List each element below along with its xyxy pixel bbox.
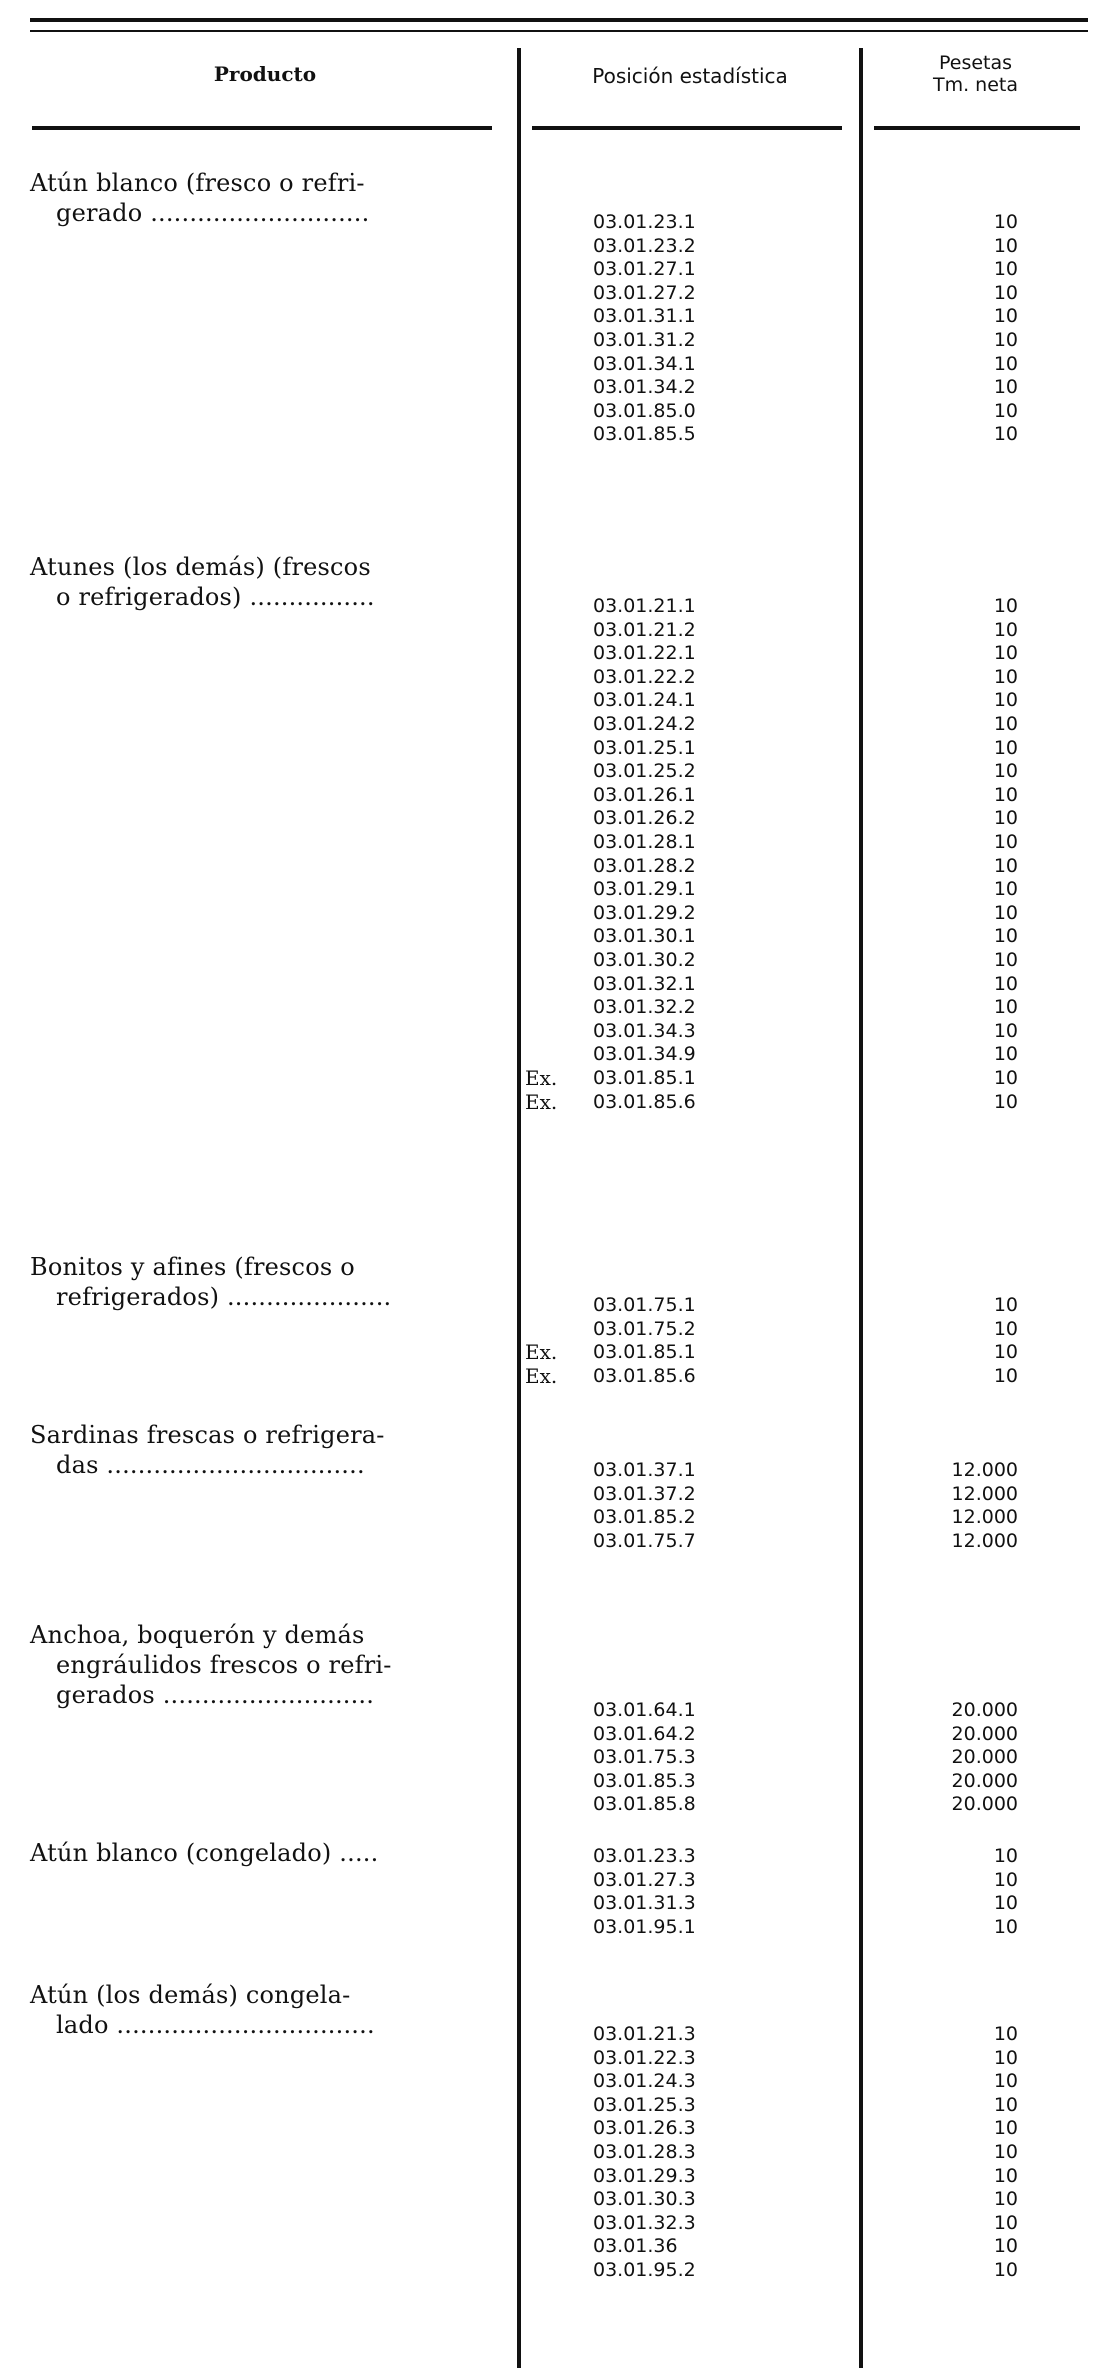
position-code: 03.01.85.3	[593, 1770, 696, 1792]
position-code: 03.01.24.2	[593, 713, 696, 735]
statistical-position	[525, 2236, 855, 2257]
position-code: 03.01.31.2	[593, 329, 696, 351]
product-name-line: engráulidos frescos o refri-	[56, 1651, 392, 1679]
statistical-position	[525, 1342, 855, 1363]
position-code: 03.01.85.6	[593, 1365, 696, 1387]
statistical-position	[525, 926, 855, 947]
price-value: 10	[993, 2259, 1018, 2281]
price-value: 10	[993, 423, 1018, 445]
position-code: 03.01.29.2	[593, 902, 696, 924]
product-name	[30, 1980, 500, 2040]
position-code: 03.01.27.1	[593, 258, 696, 280]
position-code: 03.01.37.1	[593, 1459, 696, 1481]
position-code: 03.01.34.1	[593, 353, 696, 375]
statistical-position	[525, 1295, 855, 1316]
position-code: 03.01.25.3	[593, 2094, 696, 2116]
position-code: 03.01.30.3	[593, 2188, 696, 2210]
statistical-position	[525, 2189, 855, 2210]
position-code: 03.01.75.1	[593, 1294, 696, 1316]
product-name-line: gerado ............................	[56, 199, 370, 227]
price-value: 10	[993, 925, 1018, 947]
column-header-price-line2: Tm. neta	[932, 74, 1019, 96]
statistical-position	[525, 2095, 855, 2116]
price-value: 10	[993, 619, 1018, 641]
position-code: 03.01.75.2	[593, 1318, 696, 1340]
position-code: 03.01.75.3	[593, 1746, 696, 1768]
statistical-position	[525, 1068, 855, 1089]
position-code: 03.01.32.3	[593, 2212, 696, 2234]
price-value: 10	[993, 737, 1018, 759]
price-value: 10	[993, 713, 1018, 735]
position-code: 03.01.26.2	[593, 807, 696, 829]
position-code: 03.01.30.1	[593, 925, 696, 947]
statistical-position	[525, 974, 855, 995]
price-value: 10	[993, 831, 1018, 853]
statistical-position	[525, 330, 855, 351]
product-name-line: lado .................................	[56, 2011, 375, 2039]
position-code: 03.01.22.1	[593, 642, 696, 664]
product-name-line: Atún blanco (fresco o refri-	[30, 169, 365, 197]
column-header-price-line1: Pesetas	[938, 52, 1013, 74]
column-header-product: Producto	[213, 62, 317, 86]
price-value: 10	[993, 595, 1018, 617]
position-code: 03.01.24.3	[593, 2070, 696, 2092]
statistical-position	[525, 643, 855, 664]
price-value: 10	[993, 376, 1018, 398]
position-code: 03.01.29.1	[593, 878, 696, 900]
product-name-line: Anchoa, boquerón y demás	[30, 1621, 365, 1649]
position-code: 03.01.27.2	[593, 282, 696, 304]
statistical-position	[525, 354, 855, 375]
price-value: 10	[993, 1067, 1018, 1089]
price-value: 12.000	[951, 1459, 1018, 1481]
position-code: 03.01.37.2	[593, 1483, 696, 1505]
price-value: 10	[993, 855, 1018, 877]
statistical-position	[525, 596, 855, 617]
position-code: 03.01.85.8	[593, 1793, 696, 1815]
statistical-position	[525, 2260, 855, 2281]
product-name-line: Atún (los demás) congela-	[30, 1981, 351, 2009]
price-value: 10	[993, 305, 1018, 327]
statistical-position	[525, 856, 855, 877]
statistical-position	[525, 1747, 855, 1768]
statistical-position	[525, 2118, 855, 2139]
position-code: 03.01.95.1	[593, 1916, 696, 1938]
position-code: 03.01.28.2	[593, 855, 696, 877]
position-code: 03.01.85.0	[593, 400, 696, 422]
statistical-position	[525, 1700, 855, 1721]
price-value: 10	[993, 689, 1018, 711]
product-name-line: Atún blanco (congelado) .....	[30, 1839, 379, 1867]
position-code: 03.01.23.1	[593, 211, 696, 233]
price-value: 10	[993, 760, 1018, 782]
statistical-position	[525, 212, 855, 233]
statistical-position	[525, 714, 855, 735]
product-name-line: gerados ...........................	[56, 1681, 375, 1709]
statistical-position	[525, 761, 855, 782]
price-value: 10	[993, 211, 1018, 233]
position-code: 03.01.25.1	[593, 737, 696, 759]
price-value: 10	[993, 2070, 1018, 2092]
position-code: 03.01.23.3	[593, 1845, 696, 1867]
price-value: 10	[993, 1318, 1018, 1340]
position-code: 03.01.26.3	[593, 2117, 696, 2139]
position-code: 03.01.25.2	[593, 760, 696, 782]
position-code: 03.01.85.1	[593, 1067, 696, 1089]
position-code: 03.01.28.1	[593, 831, 696, 853]
statistical-position	[525, 306, 855, 327]
price-value: 10	[993, 1845, 1018, 1867]
product-name	[30, 1420, 500, 1480]
position-code: 03.01.21.2	[593, 619, 696, 641]
position-code: 03.01.34.3	[593, 1020, 696, 1042]
price-value: 10	[993, 1365, 1018, 1387]
statistical-position	[525, 1846, 855, 1867]
position-code: 03.01.85.5	[593, 423, 696, 445]
statistical-position	[525, 2142, 855, 2163]
position-code: 03.01.85.2	[593, 1506, 696, 1528]
price-value: 10	[993, 949, 1018, 971]
statistical-position	[525, 879, 855, 900]
price-value: 10	[993, 1294, 1018, 1316]
product-name-line: Bonitos y afines (frescos o	[30, 1253, 355, 1281]
ex-prefix: Ex.	[525, 1364, 558, 1388]
statistical-position	[525, 667, 855, 688]
statistical-position	[525, 377, 855, 398]
statistical-position	[525, 903, 855, 924]
position-code: 03.01.31.3	[593, 1892, 696, 1914]
price-value: 10	[993, 973, 1018, 995]
statistical-position	[525, 997, 855, 1018]
price-value: 20.000	[951, 1746, 1018, 1768]
position-code: 03.01.85.1	[593, 1341, 696, 1363]
position-code: 03.01.75.7	[593, 1530, 696, 1552]
price-value: 10	[993, 642, 1018, 664]
price-value: 10	[993, 2023, 1018, 2045]
position-code: 03.01.34.2	[593, 376, 696, 398]
statistical-position	[525, 401, 855, 422]
price-value: 10	[993, 807, 1018, 829]
position-code: 03.01.26.1	[593, 784, 696, 806]
price-value: 10	[993, 353, 1018, 375]
price-value: 10	[993, 666, 1018, 688]
statistical-position	[525, 2071, 855, 2092]
position-code: 03.01.85.6	[593, 1091, 696, 1113]
position-code: 03.01.22.2	[593, 666, 696, 688]
statistical-position	[525, 1893, 855, 1914]
price-value: 12.000	[951, 1506, 1018, 1528]
price-value: 10	[993, 1043, 1018, 1065]
price-value: 10	[993, 1916, 1018, 1938]
position-code: 03.01.29.3	[593, 2165, 696, 2187]
price-value: 10	[993, 1892, 1018, 1914]
product-name	[30, 1838, 500, 1868]
statistical-position	[525, 1724, 855, 1745]
position-code: 03.01.30.2	[593, 949, 696, 971]
statistical-position	[525, 1531, 855, 1552]
price-value: 12.000	[951, 1483, 1018, 1505]
price-value: 20.000	[951, 1770, 1018, 1792]
statistical-position	[525, 832, 855, 853]
product-name	[30, 1252, 500, 1312]
statistical-position	[525, 259, 855, 280]
statistical-position	[525, 950, 855, 971]
product-name-line: Atunes (los demás) (frescos	[30, 553, 371, 581]
position-code: 03.01.22.3	[593, 2047, 696, 2069]
statistical-position	[525, 1484, 855, 1505]
position-code: 03.01.31.1	[593, 305, 696, 327]
position-code: 03.01.27.3	[593, 1869, 696, 1891]
position-code: 03.01.64.1	[593, 1699, 696, 1721]
ex-prefix: Ex.	[525, 1090, 558, 1114]
position-code: 03.01.28.3	[593, 2141, 696, 2163]
statistical-position	[525, 1771, 855, 1792]
price-value: 10	[993, 878, 1018, 900]
statistical-position	[525, 1319, 855, 1340]
position-code: 03.01.95.2	[593, 2259, 696, 2281]
statistical-position	[525, 424, 855, 445]
statistical-position	[525, 1917, 855, 1938]
statistical-position	[525, 236, 855, 257]
product-name-line: refrigerados) .....................	[56, 1283, 392, 1311]
statistical-position	[525, 2213, 855, 2234]
price-value: 10	[993, 1869, 1018, 1891]
position-code: 03.01.64.2	[593, 1723, 696, 1745]
price-value: 10	[993, 329, 1018, 351]
price-value: 10	[993, 1341, 1018, 1363]
position-code: 03.01.32.1	[593, 973, 696, 995]
price-value: 10	[993, 1020, 1018, 1042]
statistical-position	[525, 2166, 855, 2187]
statistical-position	[525, 1092, 855, 1113]
statistical-position	[525, 690, 855, 711]
price-value: 10	[993, 1091, 1018, 1113]
position-code: 03.01.36	[593, 2235, 678, 2257]
statistical-position	[525, 738, 855, 759]
statistical-position	[525, 1021, 855, 1042]
statistical-position	[525, 785, 855, 806]
price-value: 20.000	[951, 1723, 1018, 1745]
statistical-position	[525, 808, 855, 829]
price-value: 12.000	[951, 1530, 1018, 1552]
product-name	[30, 1620, 500, 1710]
statistical-position	[525, 283, 855, 304]
price-value: 10	[993, 2117, 1018, 2139]
price-value: 20.000	[951, 1699, 1018, 1721]
price-value: 10	[993, 2212, 1018, 2234]
price-value: 10	[993, 258, 1018, 280]
position-code: 03.01.32.2	[593, 996, 696, 1018]
position-code: 03.01.23.2	[593, 235, 696, 257]
statistical-position	[525, 620, 855, 641]
price-value: 10	[993, 2188, 1018, 2210]
product-name-line: Sardinas frescas o refrigera-	[30, 1421, 385, 1449]
statistical-position	[525, 1460, 855, 1481]
product-name-line: das .................................	[56, 1451, 365, 1479]
product-name-line: o refrigerados) ................	[56, 583, 375, 611]
statistical-position	[525, 2048, 855, 2069]
price-value: 10	[993, 2165, 1018, 2187]
price-value: 10	[993, 2047, 1018, 2069]
ex-prefix: Ex.	[525, 1066, 558, 1090]
ex-prefix: Ex.	[525, 1340, 558, 1364]
price-value: 10	[993, 2235, 1018, 2257]
statistical-position	[525, 1366, 855, 1387]
statistical-position	[525, 1870, 855, 1891]
statistical-position	[525, 1794, 855, 1815]
price-value: 10	[993, 2141, 1018, 2163]
product-name	[30, 552, 500, 612]
price-value: 10	[993, 902, 1018, 924]
price-value: 10	[993, 2094, 1018, 2116]
position-code: 03.01.24.1	[593, 689, 696, 711]
statistical-position	[525, 2024, 855, 2045]
price-value: 20.000	[951, 1793, 1018, 1815]
price-value: 10	[993, 235, 1018, 257]
column-header-position: Posición estadística	[592, 64, 788, 88]
product-name	[30, 168, 500, 228]
price-value: 10	[993, 784, 1018, 806]
position-code: 03.01.21.3	[593, 2023, 696, 2045]
position-code: 03.01.21.1	[593, 595, 696, 617]
price-value: 10	[993, 400, 1018, 422]
price-value: 10	[993, 282, 1018, 304]
position-code: 03.01.34.9	[593, 1043, 696, 1065]
statistical-position	[525, 1044, 855, 1065]
price-value: 10	[993, 996, 1018, 1018]
statistical-position	[525, 1507, 855, 1528]
